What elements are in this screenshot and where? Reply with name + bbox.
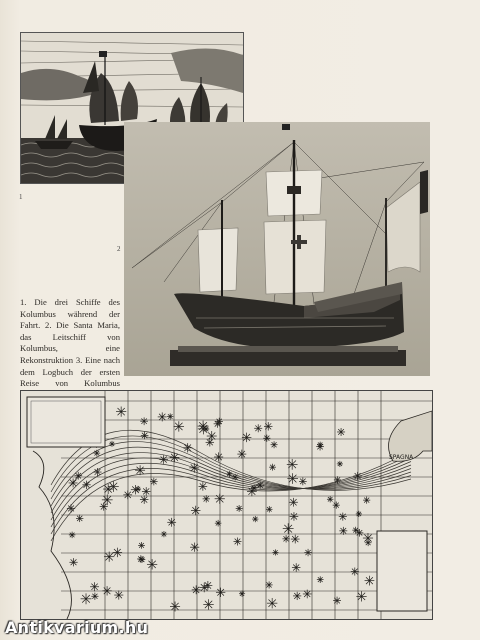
figure-number-1: 1 xyxy=(19,193,23,201)
columbus-logbook-map xyxy=(20,390,433,620)
caption-text: 1. Die drei Schiffe des Kolumbus während der Fahrt. 2. Die Santa Maria, das Leitschiff von Kolumbus, eine Rekonstruktion 3. Eine nach dem Logbuch der ersten Reise von Kolumbus xyxy=(20,297,120,389)
watermark: Antikvarium.hu xyxy=(5,618,149,637)
santa-maria-model-photo xyxy=(124,122,430,376)
map-place-label: SPAGNA xyxy=(389,454,414,461)
figure-number-2: 2 xyxy=(117,245,121,253)
